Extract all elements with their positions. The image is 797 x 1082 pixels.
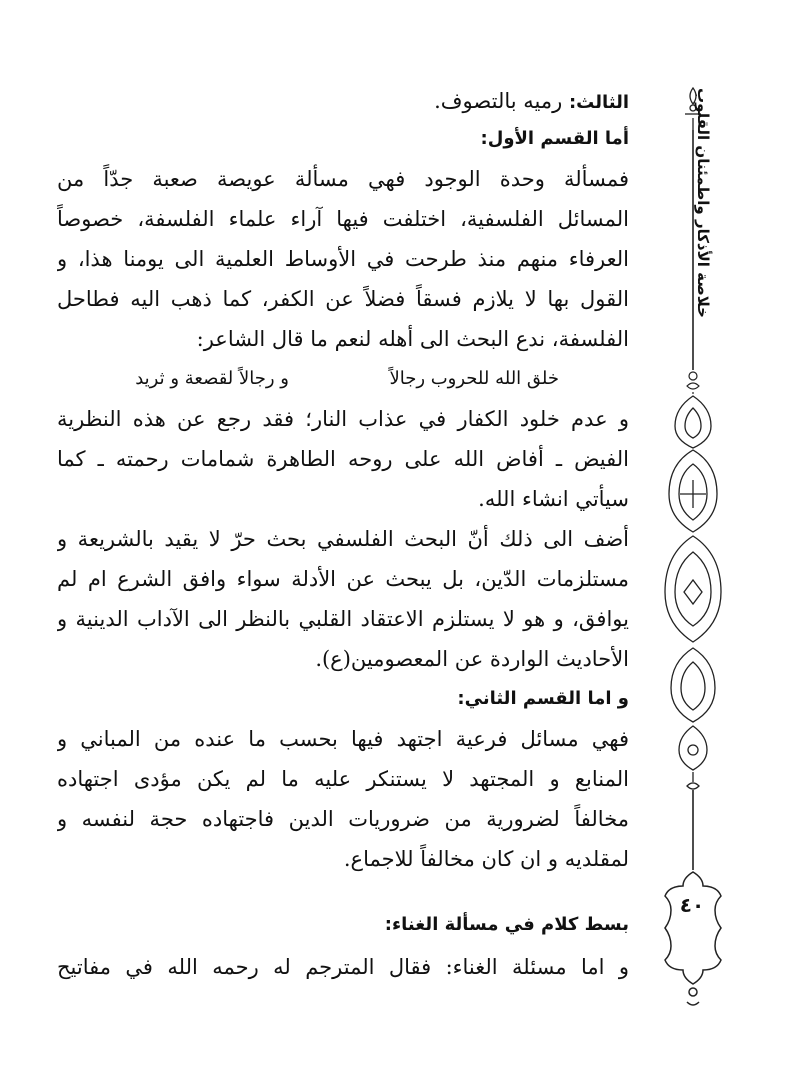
paragraph-line: المنابع و المجتهد لا يستنكر عليه ما لم يكن مؤدى اجتهاده: [57, 767, 629, 791]
paragraph-line: القول بها لا يلازم فسقاً فضلاً عن الكفر، كما ذهب اليه فطاحل: [57, 287, 629, 311]
paragraph-line: المسائل الفلسفية، اختلفت فيها آراء علماء الفلسفة، خصوصاً: [57, 207, 629, 231]
paragraph-line: يوافق، و هو لا يستلزم الاعتقاد القلبي بالنظر الى الآداب الدينية و: [57, 607, 629, 631]
item-heading-third: الثالث:: [568, 92, 629, 113]
paragraph-line: العرفاء منهم منذ طرحت في الأوساط العلمية الى يومنا هذا، و: [57, 247, 629, 271]
paragraph-line: سيأتي انشاء الله.: [478, 487, 629, 511]
item-text-third: رميه بالتصوف.: [434, 89, 563, 113]
paragraph-line: و اما مسئلة الغناء: فقال المترجم له رحمه الله في مفاتيح: [57, 955, 629, 979]
paragraph-line: مستلزمات الدّين، بل يبحث عن الأدلة سواء وافق الشرع ام لم: [57, 567, 629, 591]
section-heading-singing: بسط كلام في مسألة الغناء:: [384, 914, 629, 935]
paragraph-line: الفيض ـ أفاض الله على روحه الطاهرة شمامات رحمته ـ كما: [57, 447, 629, 471]
paragraph-line: أضف الى ذلك أنّ البحث الفلسفي بحث حرّ لا يقيد بالشريعة و: [57, 527, 629, 551]
paragraph-line: فمسألة وحدة الوجود فهي مسألة عويصة صعبة جدّاً من: [57, 167, 629, 191]
page-number: ٤٠: [679, 893, 705, 917]
paragraph-line: مخالفاً لضرورية من ضروريات الدين فاجتهاده حجة لنفسه و: [57, 807, 629, 831]
text-line: [57, 84, 629, 118]
paragraph-line: الأحاديث الواردة عن المعصومين(ع).: [315, 647, 629, 671]
verse-hemistich-right: خلق الله للحروب رجالاً: [389, 368, 559, 389]
paragraph-line: الفلسفة، ندع البحث الى أهله لنعم ما قال الشاعر:: [196, 327, 629, 351]
paragraph-line: لمقلديه و ان كان مخالفاً للاجماع.: [343, 847, 629, 871]
running-title: خلاصة الأذكار واطمئنان القلوب: [694, 88, 712, 318]
paragraph-line: فهي مسائل فرعية اجتهد فيها بحسب ما عنده من المباني و: [57, 727, 629, 751]
verse-hemistich-left: و رجالاً لقصعة و ثريد: [135, 368, 289, 389]
paragraph-line: و عدم خلود الكفار في عذاب النار؛ فقد رجع عن هذه النظرية: [57, 407, 629, 431]
section-heading-part-one: أما القسم الأول:: [480, 128, 629, 149]
section-heading-part-two: و اما القسم الثاني:: [457, 688, 629, 709]
